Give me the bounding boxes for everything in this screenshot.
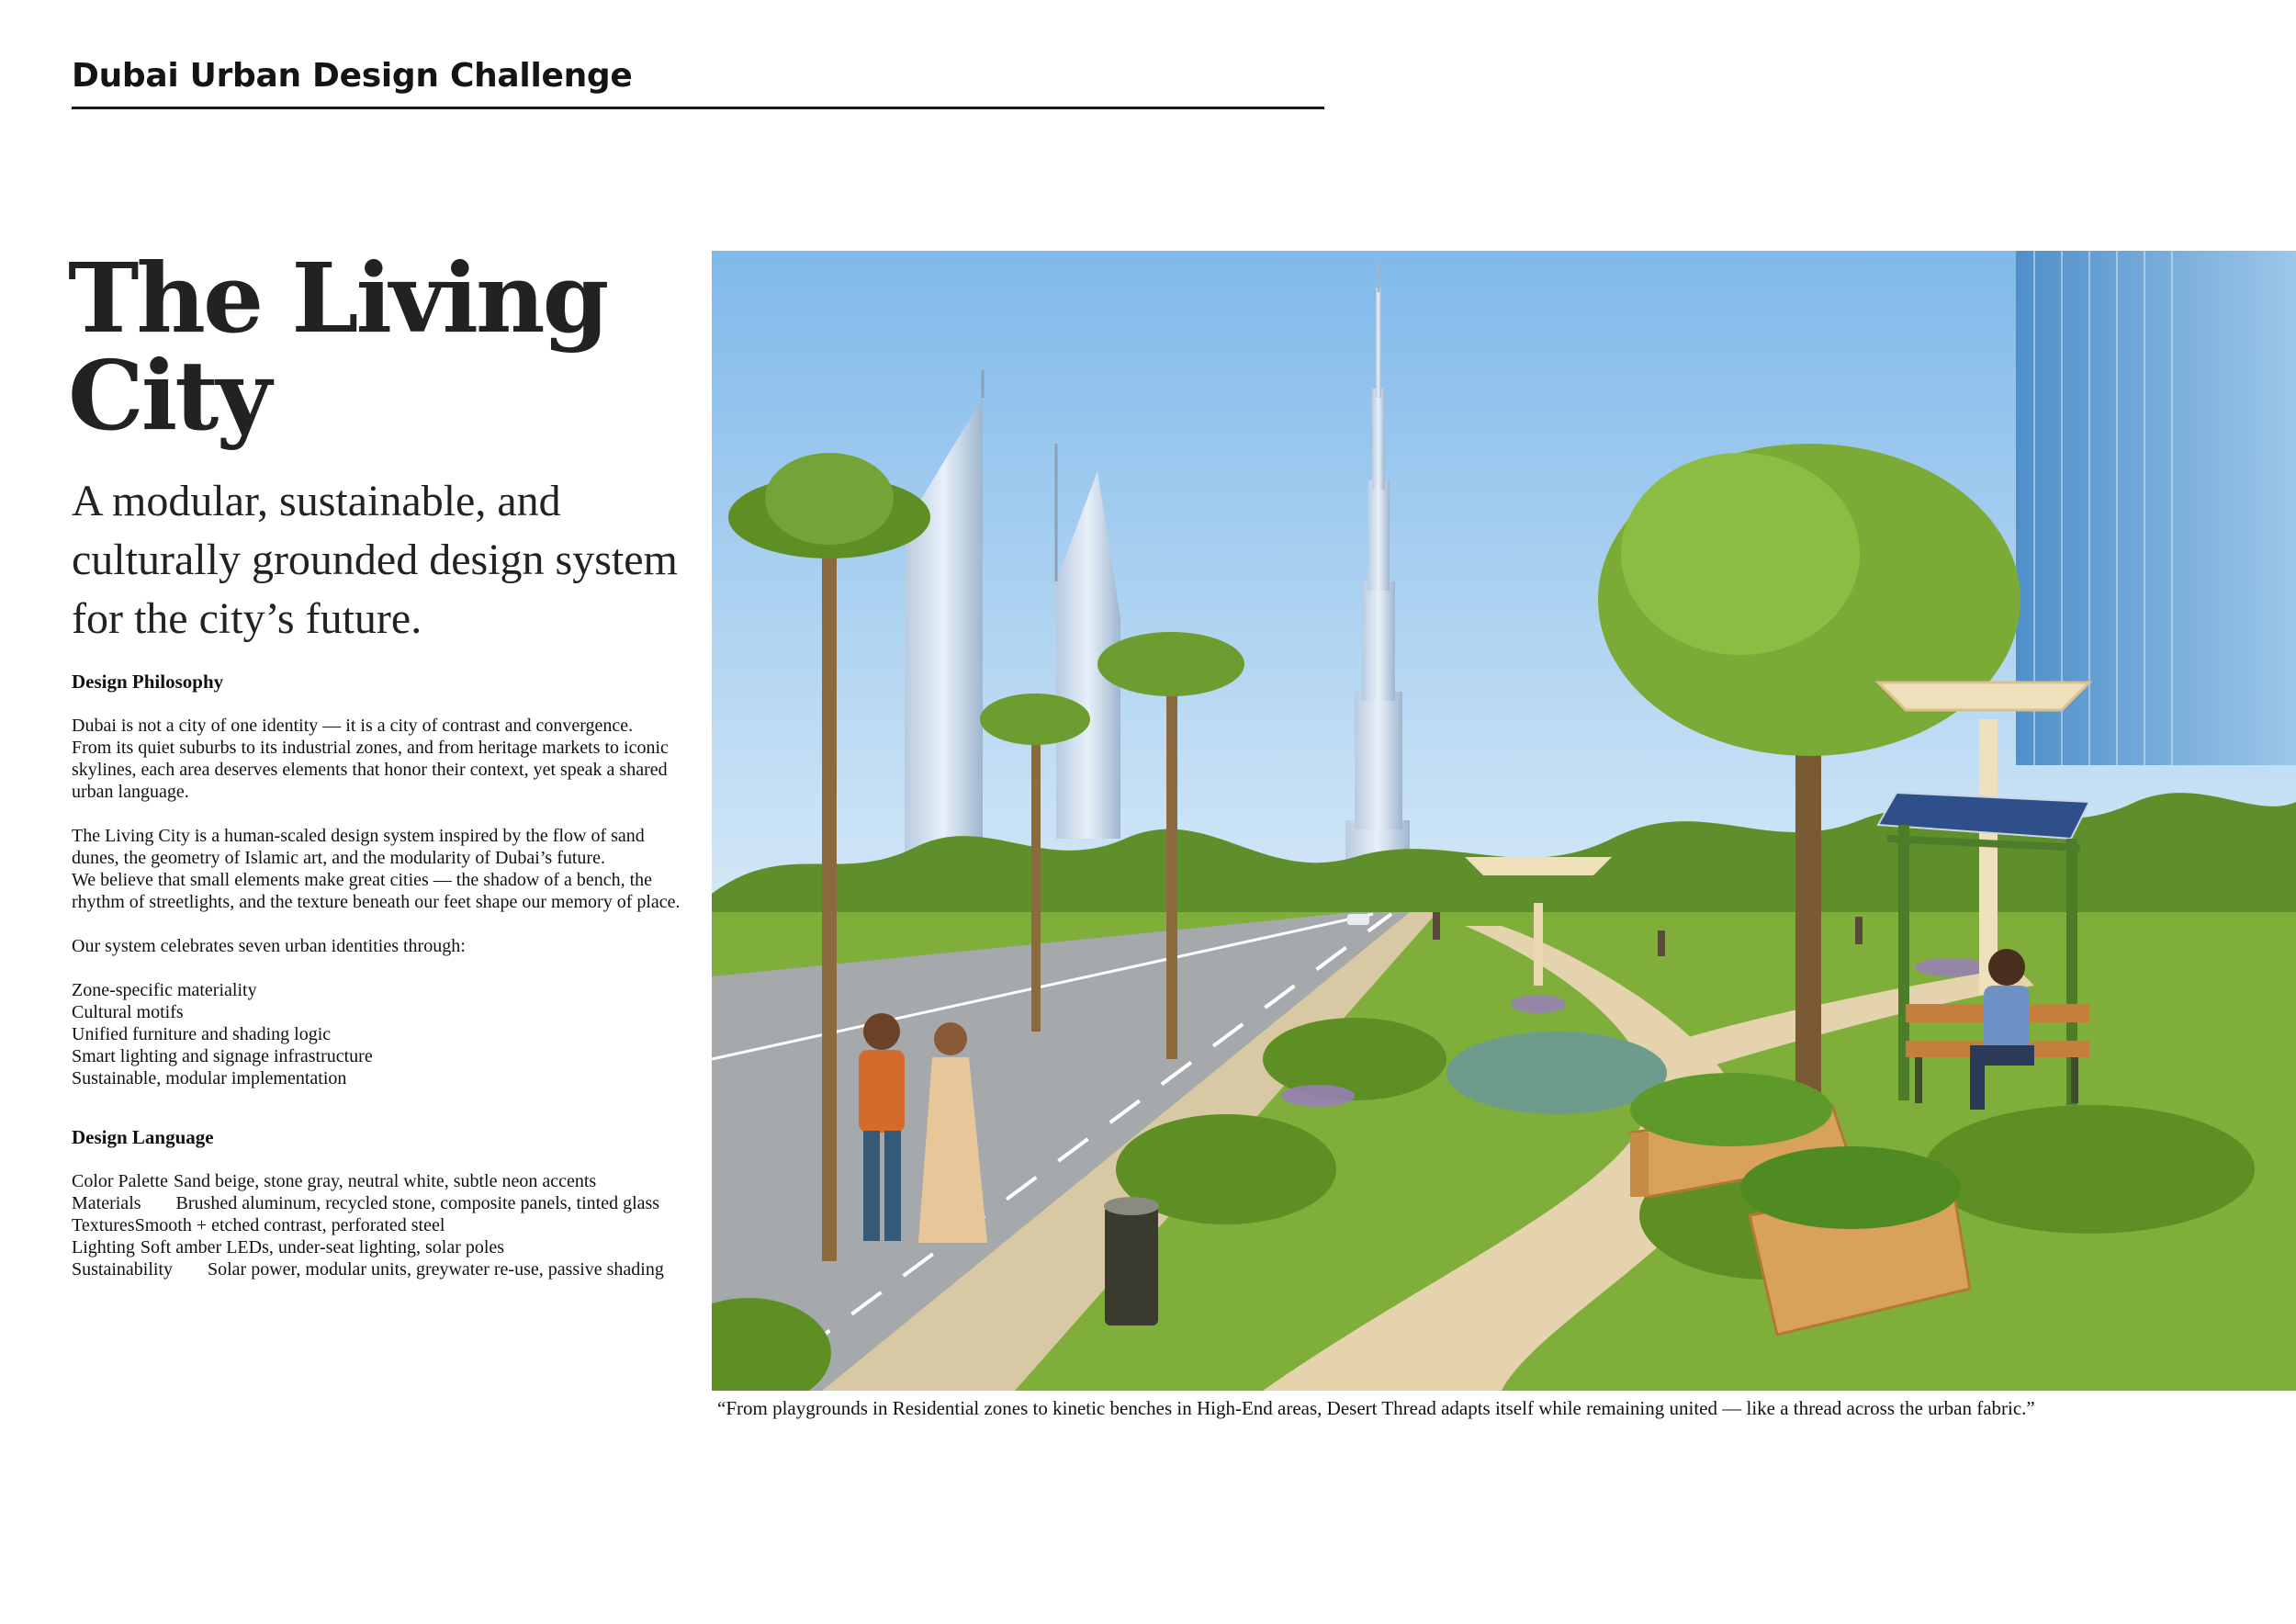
language-row-sustainability (72, 1258, 696, 1280)
header-divider (72, 107, 1324, 109)
language-row-color-palette (72, 1170, 696, 1192)
hero-title (68, 242, 692, 452)
philosophy-paragraph-1a: Dubai is not a city of one identity — it is a city of contrast and convergence. (72, 716, 634, 736)
language-label: Lighting (72, 1237, 135, 1257)
language-value: Solar power, modular units, greywater re-use, passive shading (208, 1259, 664, 1280)
language-label: Color Palette (72, 1171, 168, 1191)
list-item: Unified furniture and shading logic (72, 1024, 332, 1044)
list-item: Sustainable, modular implementation (72, 1068, 347, 1088)
language-value: Soft amber LEDs, under-seat lighting, solar poles (140, 1237, 505, 1257)
body-text (72, 671, 696, 1280)
language-value: Sand beige, stone gray, neutral white, subtle neon accents (173, 1171, 597, 1191)
document-header-title: Dubai Urban Design Challenge (72, 57, 633, 95)
hero-title-line-1: The Living (68, 242, 607, 355)
language-row-lighting (72, 1236, 696, 1258)
philosophy-paragraph-1b: From its quiet suburbs to its industrial zones, and from heritage markets to iconic skylines, each area deserves elements that honor their context, yet speak a shared urban language. (72, 738, 669, 802)
philosophy-paragraph-2b: We believe that small elements make great cities — the shadow of a bench, the rhythm of streetlights, and the texture beneath our feet shape our memory of place. (72, 870, 681, 912)
illustration-caption: “From playgrounds in Residential zones to kinetic benches in High-End areas, Desert Thread adapts itself while remaining united — like a thread across the urban fabric.” (717, 1397, 2035, 1419)
distant-car (1347, 914, 1369, 925)
identities-intro: Our system celebrates seven urban identities through: (72, 936, 466, 956)
design-language-heading: Design Language (72, 1126, 214, 1148)
language-value: Smooth + etched contrast, perforated steel (134, 1215, 445, 1235)
hero-title-line-2: City (68, 339, 269, 452)
language-label: Sustainability (72, 1259, 173, 1280)
list-item: Smart lighting and signage infrastructure (72, 1046, 373, 1066)
hero-subtitle: A modular, sustainable, and culturally grounded design system for the city’s future. (72, 477, 678, 643)
language-label: Textures (72, 1215, 135, 1235)
list-item: Zone-specific materiality (72, 980, 257, 1000)
language-row-textures (72, 1214, 696, 1236)
list-item: Cultural motifs (72, 1002, 184, 1022)
language-value: Brushed aluminum, recycled stone, composite panels, tinted glass (175, 1193, 660, 1213)
language-row-materials (72, 1192, 696, 1214)
hero-illustration (712, 251, 2296, 1391)
language-label: Materials (72, 1193, 141, 1213)
philosophy-paragraph-2a: The Living City is a human-scaled design system inspired by the flow of sand dunes, the geometry of Islamic art, and the modularity of Dubai’s future. (72, 826, 645, 868)
trash-bin (1104, 1197, 1159, 1325)
design-philosophy-heading: Design Philosophy (72, 671, 224, 693)
